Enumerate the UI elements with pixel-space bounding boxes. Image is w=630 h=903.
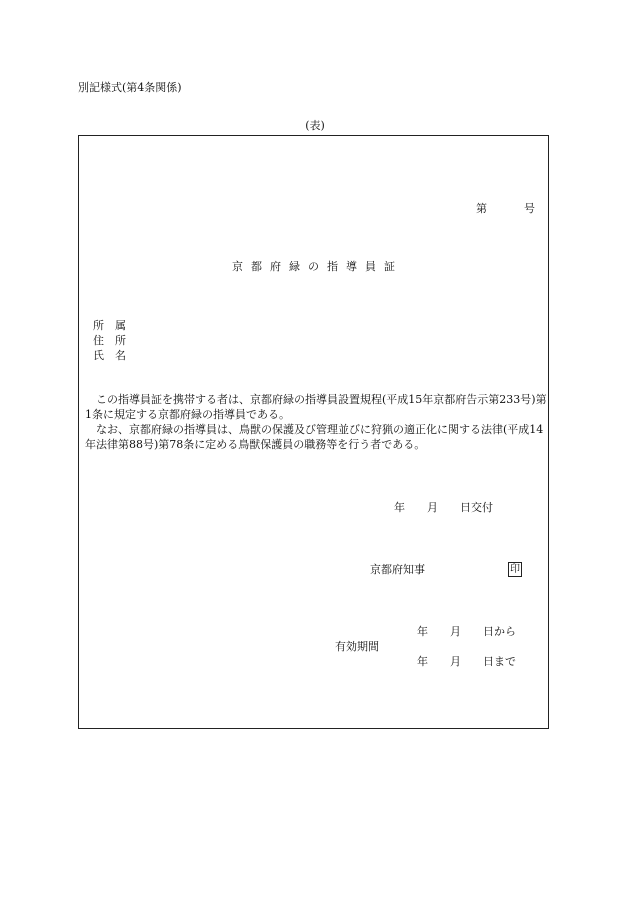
certificate-card — [78, 135, 549, 729]
form-reference: 別記様式(第4条関係) — [78, 81, 182, 94]
seal-icon: 印 — [510, 564, 520, 575]
field-address: 住 所 — [93, 334, 126, 347]
side-label: (表) — [305, 119, 325, 132]
paragraph-1: この指導員証を携帯する者は、京都府緑の指導員設置規程(平成15年京都府告示第233号)第1条に規定する京都府緑の指導員である。 — [85, 393, 547, 421]
validity-to: 年 月 日まで — [417, 655, 516, 668]
number-prefix: 第 — [476, 202, 487, 215]
field-affiliation: 所 属 — [93, 319, 126, 332]
number-suffix: 号 — [524, 202, 535, 215]
field-name: 氏 名 — [93, 349, 126, 362]
issuer: 京都府知事 — [370, 563, 425, 576]
card-title: 京都府緑の指導員証 — [232, 260, 403, 273]
issue-date: 年 月 日交付 — [394, 501, 493, 514]
paragraph-2: なお、京都府緑の指導員は、鳥獣の保護及び管理並びに狩猟の適正化に関する法律(平成14年法律第88号)第78条に定める鳥獣保護員の職務等を行う者である。 — [85, 423, 544, 451]
validity-from: 年 月 日から — [417, 625, 516, 638]
certificate-body — [85, 392, 547, 452]
validity-label: 有効期間 — [335, 640, 379, 653]
